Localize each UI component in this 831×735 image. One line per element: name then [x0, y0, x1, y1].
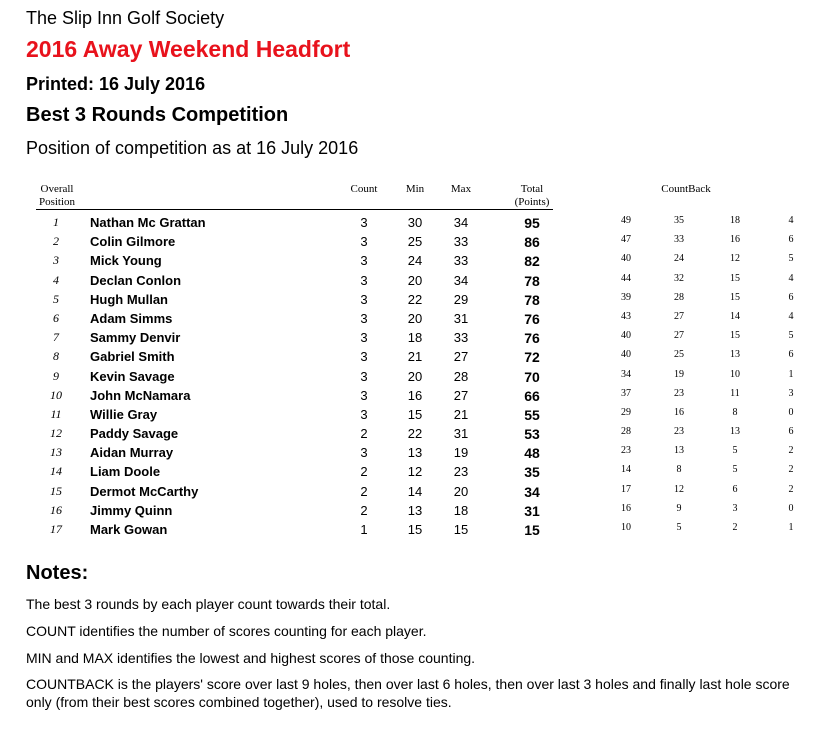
count-cell: 3 [360, 406, 368, 422]
count-cell: 3 [360, 445, 368, 461]
player-name-cell: Mick Young [90, 253, 162, 269]
min-cell: 16 [407, 387, 423, 403]
table-row [0, 271, 831, 290]
table-row [0, 309, 831, 328]
countback-6-cell: 9 [676, 502, 682, 514]
countback-9-cell: 44 [621, 272, 631, 284]
countback-6-cell: 8 [676, 464, 682, 476]
countback-1-cell: 6 [788, 426, 794, 438]
max-cell: 23 [453, 464, 469, 480]
count-cell: 3 [360, 387, 368, 403]
max-cell: 33 [453, 234, 469, 250]
countback-3-cell: 15 [730, 291, 740, 303]
position-cell: 15 [50, 483, 62, 498]
countback-3-cell: 5 [732, 464, 738, 476]
player-name-cell: Jimmy Quinn [90, 502, 173, 518]
countback-3-cell: 15 [730, 272, 740, 284]
table-row [0, 443, 831, 462]
position-cell: 6 [53, 310, 59, 325]
header-count: Count [350, 183, 378, 195]
countback-9-cell: 39 [621, 291, 631, 303]
countback-3-cell: 11 [730, 387, 740, 399]
min-cell: 20 [407, 368, 423, 384]
position-cell: 8 [53, 349, 59, 364]
countback-1-cell: 6 [788, 291, 794, 303]
count-cell: 3 [360, 234, 368, 250]
position-cell: 12 [50, 426, 62, 441]
countback-9-cell: 23 [621, 445, 631, 457]
note-count: COUNT identifies the number of scores counting for each player. [26, 623, 427, 639]
player-name-cell: Dermot McCarthy [90, 483, 199, 499]
min-cell: 21 [407, 349, 423, 365]
countback-6-cell: 12 [674, 483, 684, 495]
countback-9-cell: 10 [621, 522, 631, 533]
total-points-cell: 15 [524, 522, 540, 538]
max-cell: 19 [453, 445, 469, 461]
total-points-cell: 70 [524, 368, 540, 385]
max-cell: 15 [453, 522, 469, 537]
countback-6-cell: 24 [674, 253, 684, 265]
countback-3-cell: 2 [732, 522, 738, 533]
min-cell: 15 [407, 406, 423, 422]
player-name-cell: Liam Doole [90, 464, 161, 480]
position-cell: 3 [53, 253, 59, 268]
note-countback: COUNTBACK is the players' score over last 9 holes, then over last 6 holes, then over last 3 holes and finally last hole score only (from their best scores combined together), used to resolve ties. [26, 676, 790, 710]
countback-1-cell: 5 [788, 330, 794, 342]
player-name-cell: Gabriel Smith [90, 349, 175, 365]
position-cell: 13 [50, 445, 62, 460]
total-points-cell: 82 [524, 253, 540, 270]
min-cell: 22 [407, 291, 423, 307]
min-cell: 13 [407, 502, 423, 518]
countback-1-cell: 6 [788, 349, 794, 361]
header-overall-line2: Position [38, 196, 76, 208]
countback-3-cell: 16 [730, 234, 740, 246]
total-points-cell: 31 [524, 502, 540, 519]
table-row [0, 347, 831, 366]
position-cell: 11 [50, 406, 62, 421]
table-row [0, 213, 831, 232]
countback-1-cell: 4 [788, 272, 794, 284]
player-name-cell: Willie Gray [90, 406, 158, 422]
countback-3-cell: 3 [732, 502, 738, 514]
countback-1-cell: 1 [788, 522, 794, 533]
countback-1-cell: 2 [788, 445, 794, 457]
max-cell: 31 [453, 310, 469, 326]
countback-6-cell: 16 [674, 406, 684, 418]
countback-1-cell: 0 [788, 502, 794, 514]
countback-9-cell: 47 [621, 234, 631, 246]
max-cell: 21 [453, 406, 469, 422]
position-cell: 5 [53, 291, 59, 306]
header-min: Min [405, 183, 425, 195]
total-points-cell: 48 [524, 445, 540, 462]
note-min-max: MIN and MAX identifies the lowest and highest scores of those counting. [26, 650, 476, 666]
table-row [0, 482, 831, 501]
total-points-cell: 66 [524, 387, 540, 404]
header-overall-position [36, 183, 78, 209]
countback-3-cell: 12 [730, 253, 740, 265]
countback-1-cell: 5 [788, 253, 794, 265]
table-row [0, 367, 831, 386]
header-divider [36, 209, 553, 210]
header-total-line1: Total [520, 183, 544, 195]
count-cell: 2 [360, 426, 368, 442]
position-cell: 1 [53, 215, 59, 229]
countback-9-cell: 40 [621, 349, 631, 361]
total-points-cell: 55 [524, 406, 540, 423]
countback-9-cell: 49 [621, 215, 631, 226]
countback-3-cell: 13 [730, 426, 740, 438]
header-overall-line1: Overall [40, 183, 74, 195]
count-cell: 3 [360, 291, 368, 307]
countback-9-cell: 34 [621, 368, 631, 380]
min-cell: 18 [407, 330, 423, 346]
countback-6-cell: 23 [674, 426, 684, 438]
min-cell: 22 [407, 426, 423, 442]
position-cell: 2 [53, 234, 59, 249]
total-points-cell: 72 [524, 349, 540, 366]
countback-6-cell: 35 [674, 215, 684, 226]
countback-6-cell: 28 [674, 291, 684, 303]
player-name-cell: Declan Conlon [90, 272, 182, 288]
countback-6-cell: 27 [674, 330, 684, 342]
countback-9-cell: 14 [621, 464, 631, 476]
countback-9-cell: 40 [621, 330, 631, 342]
table-row [0, 462, 831, 481]
position-line: Position of competition as at 16 July 2016 [26, 138, 359, 158]
player-name-cell: Adam Simms [90, 310, 173, 326]
table-row [0, 405, 831, 424]
countback-9-cell: 16 [621, 502, 631, 514]
table-row [0, 232, 831, 251]
max-cell: 20 [453, 483, 469, 499]
max-cell: 33 [453, 330, 469, 346]
countback-6-cell: 19 [674, 368, 684, 380]
position-cell: 14 [50, 464, 62, 479]
min-cell: 12 [407, 464, 423, 480]
total-points-cell: 34 [524, 483, 540, 500]
countback-9-cell: 28 [621, 426, 631, 438]
total-points-cell: 76 [524, 330, 540, 347]
countback-6-cell: 23 [674, 387, 684, 399]
count-cell: 3 [360, 368, 368, 384]
countback-1-cell: 0 [788, 406, 794, 418]
header-countback: CountBack [661, 183, 711, 195]
player-name-cell: Paddy Savage [90, 426, 179, 442]
header-total-line2: (Points) [514, 196, 550, 208]
max-cell: 27 [453, 387, 469, 403]
countback-1-cell: 4 [788, 310, 794, 322]
countback-3-cell: 15 [730, 330, 740, 342]
countback-3-cell: 10 [730, 368, 740, 380]
header-total [504, 183, 560, 209]
table-row [0, 290, 831, 309]
countback-9-cell: 40 [621, 253, 631, 265]
position-cell: 7 [53, 330, 59, 345]
total-points-cell: 95 [524, 215, 540, 231]
min-cell: 15 [407, 522, 423, 537]
countback-6-cell: 33 [674, 234, 684, 246]
max-cell: 27 [453, 349, 469, 365]
countback-3-cell: 8 [732, 406, 738, 418]
count-cell: 3 [360, 272, 368, 288]
count-cell: 3 [360, 215, 368, 230]
countback-6-cell: 5 [676, 522, 682, 533]
countback-1-cell: 3 [788, 387, 794, 399]
table-row [0, 328, 831, 347]
player-name-cell: Hugh Mullan [90, 291, 168, 307]
min-cell: 20 [407, 272, 423, 288]
countback-1-cell: 2 [788, 483, 794, 495]
countback-1-cell: 4 [788, 215, 794, 226]
table-row [0, 501, 831, 520]
max-cell: 33 [453, 253, 469, 269]
notes-heading: Notes: [26, 562, 89, 584]
countback-1-cell: 2 [788, 464, 794, 476]
total-points-cell: 35 [524, 464, 540, 481]
max-cell: 28 [453, 368, 469, 384]
society-name: The Slip Inn Golf Society [26, 8, 225, 28]
standings-table [0, 213, 831, 539]
count-cell: 3 [360, 310, 368, 326]
count-cell: 2 [360, 483, 368, 499]
countback-9-cell: 43 [621, 310, 631, 322]
count-cell: 2 [360, 464, 368, 480]
countback-6-cell: 13 [674, 445, 684, 457]
countback-6-cell: 25 [674, 349, 684, 361]
max-cell: 34 [453, 215, 469, 230]
countback-3-cell: 13 [730, 349, 740, 361]
count-cell: 2 [360, 502, 368, 518]
max-cell: 18 [453, 502, 469, 518]
position-cell: 9 [53, 368, 59, 383]
countback-9-cell: 29 [621, 406, 631, 418]
countback-3-cell: 6 [732, 483, 738, 495]
table-row [0, 424, 831, 443]
player-name-cell: Kevin Savage [90, 368, 175, 384]
count-cell: 3 [360, 253, 368, 269]
countback-3-cell: 18 [730, 215, 740, 226]
countback-3-cell: 14 [730, 310, 740, 322]
countback-6-cell: 32 [674, 272, 684, 284]
total-points-cell: 78 [524, 291, 540, 308]
min-cell: 25 [407, 234, 423, 250]
total-points-cell: 53 [524, 426, 540, 443]
count-cell: 3 [360, 330, 368, 346]
total-points-cell: 78 [524, 272, 540, 289]
printed-date: Printed: 16 July 2016 [26, 74, 206, 94]
countback-9-cell: 37 [621, 387, 631, 399]
min-cell: 20 [407, 310, 423, 326]
max-cell: 29 [453, 291, 469, 307]
max-cell: 31 [453, 426, 469, 442]
player-name-cell: John McNamara [90, 387, 191, 403]
player-name-cell: Colin Gilmore [90, 234, 176, 250]
min-cell: 24 [407, 253, 423, 269]
player-name-cell: Nathan Mc Grattan [90, 215, 206, 230]
header-max: Max [450, 183, 472, 195]
player-name-cell: Sammy Denvir [90, 330, 181, 346]
min-cell: 30 [407, 215, 423, 230]
competition-title: Best 3 Rounds Competition [26, 104, 289, 126]
player-name-cell: Aidan Murray [90, 445, 174, 461]
count-cell: 3 [360, 349, 368, 365]
position-cell: 16 [50, 502, 62, 517]
countback-3-cell: 5 [732, 445, 738, 457]
total-points-cell: 86 [524, 234, 540, 251]
table-row [0, 520, 831, 539]
countback-9-cell: 17 [621, 483, 631, 495]
table-row [0, 251, 831, 270]
countback-1-cell: 6 [788, 234, 794, 246]
max-cell: 34 [453, 272, 469, 288]
countback-6-cell: 27 [674, 310, 684, 322]
total-points-cell: 76 [524, 310, 540, 327]
page-title: 2016 Away Weekend Headfort [26, 36, 351, 62]
position-cell: 17 [50, 522, 62, 536]
min-cell: 14 [407, 483, 423, 499]
player-name-cell: Mark Gowan [90, 522, 168, 537]
position-cell: 4 [53, 272, 59, 287]
table-row [0, 386, 831, 405]
note-best-rounds: The best 3 rounds by each player count towards their total. [26, 596, 391, 612]
min-cell: 13 [407, 445, 423, 461]
position-cell: 10 [50, 387, 62, 402]
count-cell: 1 [360, 522, 368, 537]
countback-1-cell: 1 [788, 368, 794, 380]
